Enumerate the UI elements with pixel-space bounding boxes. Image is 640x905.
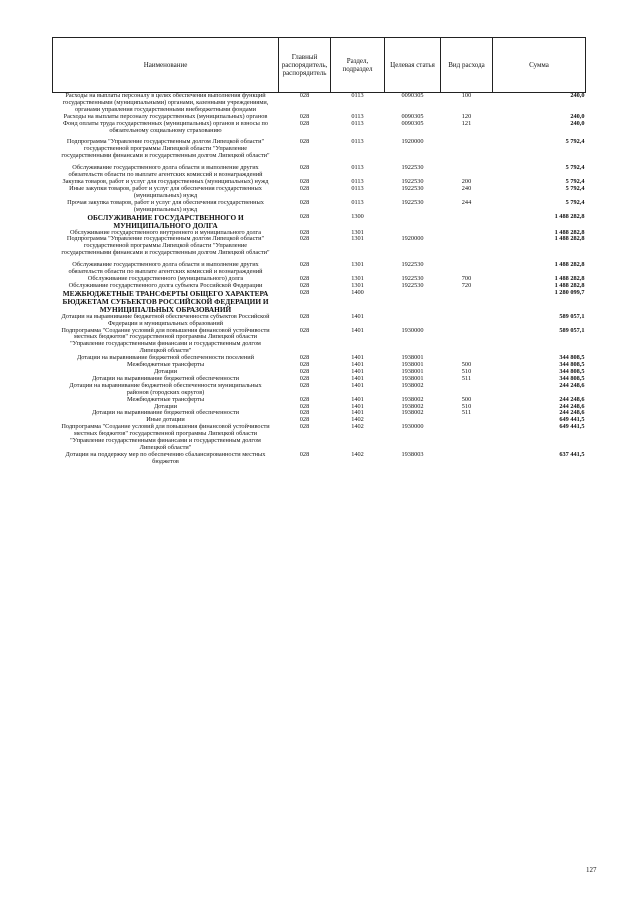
row-target-article: 1922530 bbox=[401, 177, 424, 185]
row-expense-type: 100 bbox=[461, 92, 472, 99]
row-name: Обслуживание государственного долга области и выполнение других обязательств области по выплате агентских комиссий и вознаграждений bbox=[68, 261, 263, 276]
row-sum: 649 441,5 bbox=[559, 423, 585, 431]
row-name: Дотации на выравнивание бюджетной обеспеченности bbox=[91, 374, 240, 382]
row-name: Прочая закупка товаров, работ и услуг для обеспечения государственных (муниципальных) нужд bbox=[67, 198, 264, 213]
table-row bbox=[53, 186, 586, 200]
table-row bbox=[53, 160, 586, 179]
row-chief-administrator: 028 bbox=[299, 228, 310, 236]
row-expense-type: 700 bbox=[461, 274, 472, 282]
row-expense-type: 120 bbox=[461, 112, 472, 120]
table-row bbox=[53, 424, 586, 452]
row-chief-administrator: 028 bbox=[299, 281, 310, 289]
row-target-article: 1922530 bbox=[401, 281, 424, 289]
row-sum: 1 488 282,8 bbox=[554, 281, 585, 289]
row-expense-type bbox=[441, 290, 493, 314]
table-row bbox=[53, 257, 586, 276]
budget-table bbox=[52, 37, 586, 466]
row-name: Фонд оплаты труда государственных (муниципальных) органов и взносы по обязательному социальному страхованию bbox=[63, 119, 268, 134]
row-section: 0113 bbox=[351, 177, 364, 185]
row-expense-type: 511 bbox=[461, 409, 472, 417]
row-section: 1401 bbox=[351, 312, 364, 320]
row-expense-type: 500 bbox=[461, 395, 472, 403]
row-target-article: 1930000 bbox=[401, 423, 424, 431]
row-expense-type bbox=[441, 230, 493, 237]
row-section: 1401 bbox=[351, 368, 364, 375]
row-section: 1401 bbox=[351, 354, 364, 362]
budget-table-sheet bbox=[52, 37, 585, 466]
row-chief-administrator: 028 bbox=[299, 112, 310, 120]
row-sum: 1 280 099,7 bbox=[554, 288, 585, 296]
row-section: 0113 bbox=[351, 112, 364, 120]
row-section: 1401 bbox=[351, 402, 364, 410]
row-name: Иные дотации bbox=[146, 416, 185, 424]
row-name: ОБСЛУЖИВАНИЕ ГОСУДАРСТВЕННОГО И МУНИЦИПАЛЬНОГО ДОЛГА bbox=[87, 212, 244, 230]
row-target-article: 1938002 bbox=[401, 409, 424, 417]
row-sum: 5 792,4 bbox=[565, 198, 585, 206]
row-chief-administrator: 028 bbox=[299, 381, 310, 389]
row-section: 1401 bbox=[351, 395, 364, 403]
row-chief-administrator: 028 bbox=[299, 395, 310, 403]
row-target-article: 1922530 bbox=[401, 198, 424, 206]
header-target-article: Целевая статья bbox=[385, 38, 441, 93]
table-row bbox=[53, 452, 586, 466]
row-section: 0113 bbox=[351, 119, 364, 127]
row-name: Подпрограмма "Создание условий для повышения финансовой устойчивости местных бюджетов" государственной программы Липецкой области "Управление государственными финансами и государственным долгом Липецкой области" bbox=[61, 326, 270, 355]
row-name: Подпрограмма "Управление государственным долгом Липецкой области" государственной программы Липецкой области "Управление государственными финансами и государственным долгом Липецкой области" bbox=[61, 138, 270, 160]
table-row bbox=[53, 200, 586, 214]
row-name: Дотации на выравнивание бюджетной обеспеченности поселений bbox=[76, 354, 255, 362]
row-section: 0113 bbox=[351, 92, 364, 99]
row-chief-administrator: 028 bbox=[299, 235, 310, 243]
row-sum: 1 488 282,8 bbox=[554, 274, 585, 282]
row-chief-administrator: 028 bbox=[299, 354, 310, 362]
row-chief-administrator: 028 bbox=[299, 361, 310, 369]
row-sum: 5 792,4 bbox=[565, 184, 585, 192]
row-name: Подпрограмма "Создание условий для повышения финансовой устойчивости местных бюджетов" государственной программы Липецкой области "Управление государственными финансами и государственным долгом Липецкой области" bbox=[61, 423, 270, 451]
table-row bbox=[53, 236, 586, 257]
row-chief-administrator: 028 bbox=[299, 326, 310, 334]
header-expense-type: Вид расхода bbox=[441, 38, 493, 93]
row-name: Дотации на выравнивание бюджетной обеспеченности субъектов Российской Федерации и муниципальных образований bbox=[61, 312, 270, 327]
table-row bbox=[53, 362, 586, 369]
row-target-article: 1922530 bbox=[401, 261, 424, 269]
row-chief-administrator: 028 bbox=[299, 198, 310, 206]
row-section: 1301 bbox=[351, 228, 364, 236]
row-sum: 5 792,4 bbox=[565, 138, 585, 146]
row-expense-type bbox=[441, 383, 493, 397]
row-chief-administrator: 028 bbox=[299, 274, 310, 282]
row-target-article: 1938001 bbox=[401, 354, 424, 362]
header-name: Наименование bbox=[53, 38, 279, 93]
row-name: Межбюджетные трансферты bbox=[126, 361, 205, 369]
row-chief-administrator: 028 bbox=[299, 416, 310, 424]
row-section: 0113 bbox=[351, 138, 364, 146]
row-name: Дотации bbox=[153, 368, 178, 375]
header-sum: Сумма bbox=[493, 38, 586, 93]
row-sum: 637 441,5 bbox=[559, 450, 585, 458]
row-chief-administrator: 028 bbox=[299, 138, 310, 146]
row-section: 1301 bbox=[351, 235, 364, 243]
row-sum: 240,0 bbox=[570, 92, 585, 99]
row-sum: 344 808,5 bbox=[559, 361, 585, 369]
row-target-article: 1922530 bbox=[401, 274, 424, 282]
row-sum: 589 057,1 bbox=[559, 326, 585, 334]
row-chief-administrator: 028 bbox=[299, 92, 310, 99]
row-section: 1402 bbox=[351, 416, 364, 424]
row-target-article: 0090305 bbox=[401, 112, 424, 120]
row-target-article bbox=[385, 290, 441, 314]
row-chief-administrator: 028 bbox=[299, 374, 310, 382]
row-name: Иные закупки товаров, работ и услуг для обеспечения государственных (муниципальных) нужд bbox=[69, 184, 262, 199]
row-section: 1401 bbox=[351, 381, 364, 389]
row-target-article: 1938001 bbox=[401, 368, 424, 375]
row-section: 1301 bbox=[351, 261, 364, 269]
row-target-article bbox=[385, 314, 441, 328]
row-name: Дотации bbox=[153, 402, 178, 410]
row-sum: 1 488 282,8 bbox=[554, 261, 585, 269]
row-sum: 344 808,5 bbox=[559, 374, 585, 382]
row-section: 1402 bbox=[351, 423, 364, 431]
row-sum: 589 057,1 bbox=[559, 312, 585, 320]
row-target-article: 1938001 bbox=[401, 361, 424, 369]
table-row bbox=[53, 134, 586, 160]
row-sum: 1 488 282,8 bbox=[554, 228, 585, 236]
row-name: Расходы на выплаты персоналу в целях обеспечения выполнения функций государственными (муниципальными) органами, казенными учреждениями, органами управления государственными внебюджетными фондами bbox=[62, 92, 269, 113]
table-row bbox=[53, 290, 586, 314]
row-chief-administrator: 028 bbox=[299, 177, 310, 185]
row-section: 1401 bbox=[351, 326, 364, 334]
table-row bbox=[53, 328, 586, 356]
table-row bbox=[53, 314, 586, 328]
row-expense-type bbox=[441, 160, 493, 179]
row-name: Расходы на выплаты персоналу государственных (муниципальных) органов bbox=[63, 112, 268, 120]
row-name: Дотации на поддержку мер по обеспечению сбалансированности местных бюджетов bbox=[65, 450, 266, 465]
row-chief-administrator: 028 bbox=[299, 368, 310, 375]
row-expense-type bbox=[441, 417, 493, 424]
page-number: 127 bbox=[586, 866, 597, 874]
row-section: 1401 bbox=[351, 409, 364, 417]
row-expense-type bbox=[441, 257, 493, 276]
row-name: Межбюджетные трансферты bbox=[126, 395, 205, 403]
header-chief-administrator: Главный распорядитель, распорядитель bbox=[279, 38, 331, 93]
row-expense-type: 510 bbox=[461, 368, 472, 375]
row-chief-administrator: 028 bbox=[299, 164, 310, 172]
header-section: Раздел, подраздел bbox=[331, 38, 385, 93]
row-chief-administrator: 028 bbox=[299, 312, 310, 320]
row-expense-type bbox=[441, 452, 493, 466]
table-row bbox=[53, 214, 586, 230]
row-expense-type bbox=[441, 328, 493, 356]
row-sum: 240,0 bbox=[570, 112, 585, 120]
row-chief-administrator: 028 bbox=[299, 423, 310, 431]
row-sum: 344 808,5 bbox=[559, 368, 585, 375]
row-name: МЕЖБЮДЖЕТНЫЕ ТРАНСФЕРТЫ ОБЩЕГО ХАРАКТЕРА БЮДЖЕТАМ СУБЪЕКТОВ РОССИЙСКОЙ ФЕДЕРАЦИИ И МУНИЦИПАЛЬНЫХ ОБРАЗОВАНИЙ bbox=[62, 288, 269, 314]
row-name: Обслуживание государственного долга области и выполнение других обязательств области по выплате агентских комиссий и вознаграждений bbox=[68, 164, 263, 179]
row-target-article: 0090305 bbox=[401, 92, 424, 99]
row-target-article: 1920000 bbox=[401, 235, 424, 243]
row-expense-type: 200 bbox=[461, 177, 472, 185]
row-expense-type: 510 bbox=[461, 402, 472, 410]
row-chief-administrator: 028 bbox=[299, 402, 310, 410]
row-section: 1300 bbox=[351, 212, 364, 220]
row-section: 1301 bbox=[351, 281, 364, 289]
row-sum: 244 248,6 bbox=[559, 395, 585, 403]
row-expense-type: 244 bbox=[461, 198, 472, 206]
row-sum: 244 248,6 bbox=[559, 381, 585, 389]
table-header-row bbox=[53, 38, 586, 93]
row-sum: 344 808,5 bbox=[559, 354, 585, 362]
row-target-article bbox=[385, 214, 441, 230]
row-expense-type bbox=[441, 214, 493, 230]
table-row bbox=[53, 397, 586, 404]
row-section: 1400 bbox=[351, 288, 364, 296]
row-target-article: 1920000 bbox=[401, 138, 424, 146]
row-name: Обслуживание государственного внутреннего и муниципального долга bbox=[69, 228, 262, 236]
row-sum: 649 441,5 bbox=[559, 416, 585, 424]
table-row bbox=[53, 121, 586, 135]
row-chief-administrator: 028 bbox=[299, 450, 310, 458]
row-section: 0113 bbox=[351, 164, 364, 172]
row-sum: 1 488 282,8 bbox=[554, 212, 585, 220]
row-section: 1301 bbox=[351, 274, 364, 282]
row-chief-administrator: 028 bbox=[299, 409, 310, 417]
row-name: Дотации на выравнивание бюджетной обеспеченности bbox=[91, 409, 240, 417]
row-expense-type: 720 bbox=[461, 281, 472, 289]
row-chief-administrator: 028 bbox=[299, 212, 310, 220]
row-target-article: 1938002 bbox=[401, 395, 424, 403]
row-section: 1401 bbox=[351, 374, 364, 382]
row-expense-type bbox=[441, 236, 493, 257]
row-name: Закупка товаров, работ и услуг для государственных (муниципальных) нужд bbox=[62, 177, 269, 185]
row-expense-type bbox=[441, 424, 493, 452]
row-target-article: 1938002 bbox=[401, 381, 424, 389]
table-row bbox=[53, 410, 586, 417]
row-target-article: 1922530 bbox=[401, 164, 424, 172]
row-name: Обслуживание государственного (муниципального) долга bbox=[87, 274, 244, 282]
row-chief-administrator: 028 bbox=[299, 119, 310, 127]
row-expense-type: 121 bbox=[461, 119, 472, 127]
table-row bbox=[53, 383, 586, 397]
row-section: 1401 bbox=[351, 361, 364, 369]
row-section: 1402 bbox=[351, 450, 364, 458]
row-expense-type: 500 bbox=[461, 361, 472, 369]
row-expense-type bbox=[441, 134, 493, 160]
row-name: Обслуживание государственного долга субъекта Российской Федерации bbox=[68, 281, 263, 289]
row-target-article: 1938003 bbox=[401, 450, 424, 458]
table-row bbox=[53, 93, 586, 114]
row-expense-type: 240 bbox=[461, 184, 472, 192]
row-expense-type: 511 bbox=[461, 374, 472, 382]
row-sum: 1 488 282,8 bbox=[554, 235, 585, 243]
row-target-article: 1922530 bbox=[401, 184, 424, 192]
row-target-article: 1930000 bbox=[401, 326, 424, 334]
row-target-article: 1938002 bbox=[401, 402, 424, 410]
row-chief-administrator: 028 bbox=[299, 288, 310, 296]
row-chief-administrator: 028 bbox=[299, 184, 310, 192]
row-name: Дотации на выравнивание бюджетной обеспеченности муниципальных районов (городских округов) bbox=[69, 381, 262, 396]
row-target-article: 0090305 bbox=[401, 119, 424, 127]
row-expense-type bbox=[441, 314, 493, 328]
row-section: 0113 bbox=[351, 198, 364, 206]
row-sum: 244 248,6 bbox=[559, 402, 585, 410]
row-chief-administrator: 028 bbox=[299, 261, 310, 269]
row-sum: 244 248,6 bbox=[559, 409, 585, 417]
row-section: 0113 bbox=[351, 184, 364, 192]
row-sum: 5 792,4 bbox=[565, 177, 585, 185]
row-target-article: 1938001 bbox=[401, 374, 424, 382]
row-sum: 5 792,4 bbox=[565, 164, 585, 172]
row-name: Подпрограмма "Управление государственным долгом Липецкой области" государственной программы Липецкой области "Управление государственными финансами и государственным долгом Липецкой области" bbox=[61, 235, 270, 257]
row-sum: 240,0 bbox=[570, 119, 585, 127]
